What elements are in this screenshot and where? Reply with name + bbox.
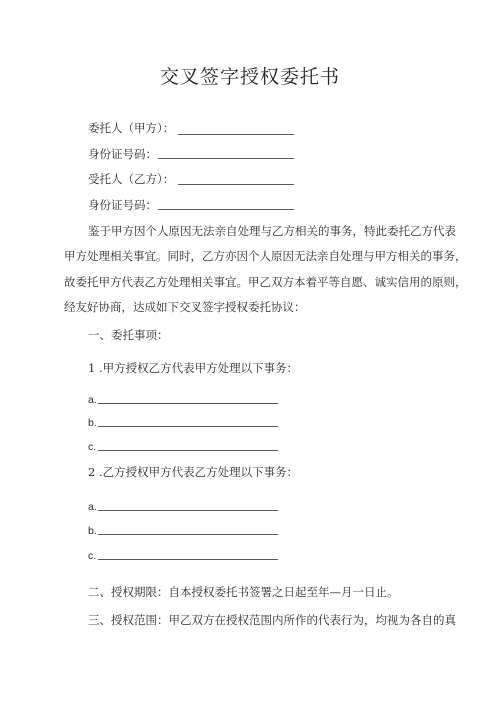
agent-id-label: 身份证号码： (88, 198, 157, 212)
item-letter: b. (88, 417, 97, 429)
agent-field (88, 172, 174, 186)
sub1-heading: 1 .甲方授权乙方代表甲方处理以下事务： (88, 361, 299, 375)
sub2-item-c (88, 549, 288, 563)
principal-id-blank[interactable] (158, 158, 294, 159)
sub2-item-a (88, 500, 288, 514)
item-letter: b. (88, 525, 97, 537)
sub1-item-c (88, 440, 288, 454)
agent-blank[interactable] (178, 184, 294, 185)
document-title: 交叉签字授权委托书 (159, 66, 340, 88)
sub1-item-c-blank[interactable] (98, 450, 278, 451)
sub1-item-a (88, 393, 288, 407)
sub2-heading: 2 .乙方授权甲方代表乙方处理以下事务： (88, 465, 299, 479)
section2-text: 二、授权期限：自本授权委托书签署之日起至年—月一日止。 (88, 585, 399, 599)
item-letter: a. (88, 394, 97, 406)
sub2-item-a-blank[interactable] (98, 510, 278, 511)
sub1-item-a-blank[interactable] (98, 403, 278, 404)
section1-heading: 一、委托事项： (88, 328, 169, 342)
item-letter: a. (88, 501, 97, 513)
intro-line: 鉴于甲方因个人原因无法亲自处理与乙方相关的事务，特此委托乙方代表 (88, 224, 456, 238)
sub2-item-c-blank[interactable] (98, 559, 278, 560)
principal-id-field (88, 147, 157, 161)
intro-line: 经友好协商，达成如下交叉签字授权委托协议： (64, 300, 306, 314)
item-letter: c. (88, 441, 97, 453)
agent-label: 受托人（乙方）： (88, 172, 175, 186)
agent-id-field (88, 198, 157, 212)
agent-id-blank[interactable] (158, 209, 294, 210)
sub2-item-b (88, 524, 288, 538)
principal-label: 委托人（甲方）： (88, 121, 175, 135)
sub2-item-b-blank[interactable] (98, 534, 278, 535)
section3-text: 三、授权范围：甲乙双方在授权范围内所作的代表行为，均视为各自的真 (88, 613, 456, 627)
intro-line: 甲方处理相关事宜。同时，乙方亦因个人原因无法亲自处理与甲方相关的事务， (64, 249, 467, 263)
principal-id-label: 身份证号码： (88, 147, 157, 161)
sub1-item-b-blank[interactable] (98, 426, 278, 427)
principal-blank[interactable] (178, 134, 294, 135)
principal-field (88, 121, 174, 135)
intro-paragraph (64, 224, 467, 324)
sub1-item-b (88, 416, 288, 430)
intro-line: 故委托甲方代表乙方处理相关事宜。甲乙双方本着平等自愿、诚实信用的原则， (64, 275, 467, 289)
item-letter: c. (88, 550, 97, 562)
